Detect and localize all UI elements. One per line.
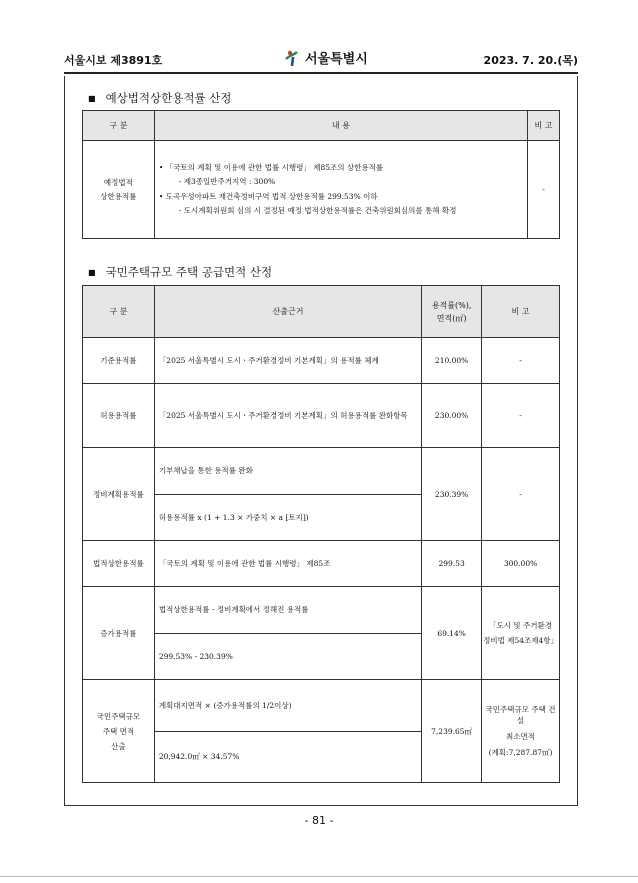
row-value: 230.39%	[422, 448, 482, 541]
row-value: 299.53	[422, 541, 482, 587]
table-row	[83, 384, 560, 448]
page-header	[64, 48, 578, 70]
row-basis: 「2025 서울특별시 도시ㆍ주거환경정비 기본계획」의 허용용적률 완화항목	[154, 384, 421, 448]
page-number: - 81 -	[304, 814, 334, 827]
content-line: • 도곡우성아파트 재건축정비구역 법적 상한용적률 299.53% 이하	[158, 191, 378, 201]
footer-rule	[0, 876, 638, 877]
row-value: 210.00%	[422, 338, 482, 384]
row-remark: -	[528, 141, 560, 239]
row-basis: 「국토의 계획 및 이용에 관한 법률 시행령」 제85조	[154, 541, 421, 587]
col-category: 구 분	[83, 111, 155, 141]
row-label: 허용용적률	[83, 384, 155, 448]
content-line: • 「국토의 계획 및 이용에 관한 법률 시행령」 제85조의 상한용적률	[158, 163, 384, 172]
row-label: 법적상한용적률	[83, 541, 155, 587]
row-label: 정비계획용적률	[83, 448, 155, 541]
publication-date: 2023. 7. 20.(목)	[483, 54, 578, 67]
section1-heading: 예상법적상한용적률 산정	[105, 91, 232, 105]
row-basis	[154, 587, 421, 680]
legal-ratio-table	[82, 110, 560, 239]
table-header-row	[83, 111, 560, 141]
row-remark: 300.00%	[482, 541, 560, 587]
table-row	[83, 541, 560, 587]
basis-top: 계획대지면적 × (증가용적률의 1/2이상)	[155, 680, 421, 732]
row-value: 230.00%	[422, 384, 482, 448]
table-row	[83, 587, 560, 680]
row-remark: -	[482, 384, 560, 448]
row-remark: -	[482, 338, 560, 384]
row-remark: 「도시 및 주거환경 정비법 제54조제4항」	[482, 587, 560, 680]
housing-area-table	[82, 285, 560, 783]
row-value: 7,239.65㎡	[422, 680, 482, 783]
table-row	[83, 141, 560, 239]
basis-bottom: 허용용적률 x (1 + 1.3 × 가중치 × a [토지])	[158, 512, 309, 522]
basis-top: 법적상한용적률 - 정비계획에서 정해진 용적률	[155, 587, 421, 634]
content-line: - 도시계획위원회 심의 시 결정된 예정 법적상한용적률은 건축위원회심의를 통해 확정	[178, 205, 457, 215]
bullet-square-icon: ■	[88, 93, 96, 103]
row-basis	[154, 680, 421, 783]
section1-title	[88, 90, 231, 106]
col-remarks: 비 고	[482, 286, 560, 338]
header-rule	[64, 72, 578, 74]
row-content	[154, 141, 527, 239]
row-label: 국민주택규모 주택 면적 산출	[83, 680, 155, 783]
row-label: 증가용적률	[83, 587, 155, 680]
row-label: 기준용적률	[83, 338, 155, 384]
col-value: 용적률(%), 면적(㎡)	[422, 286, 482, 338]
basis-bottom: 299.53% - 230.39%	[158, 651, 233, 661]
section2-heading: 국민주택규모 주택 공급면적 산정	[105, 265, 273, 279]
row-remark: 국민주택규모 주택 건설 최소면적 (계획:7,287.87㎡)	[482, 680, 560, 783]
row-basis	[154, 448, 421, 541]
col-category: 구 분	[83, 286, 155, 338]
brand-title: 서울특별시	[305, 52, 368, 67]
table-row	[83, 448, 560, 541]
bullet-square-icon: ■	[88, 267, 96, 277]
table-row	[83, 680, 560, 783]
table-row	[83, 338, 560, 384]
section2-title	[88, 264, 272, 280]
col-remarks: 비 고	[528, 111, 560, 141]
seoul-logo	[284, 48, 368, 67]
row-remark: -	[482, 448, 560, 541]
basis-top: 기부채납을 통한 용적률 완화	[155, 448, 421, 495]
gazette-number: 서울시보 제3891호	[64, 54, 163, 67]
seoul-emblem-icon	[284, 49, 302, 67]
row-label: 예정법적 상한용적률	[83, 141, 155, 239]
row-basis: 「2025 서울특별시 도시ㆍ주거환경정비 기본계획」의 용적률 체계	[154, 338, 421, 384]
content-line: - 제3종일반주거지역 : 300%	[178, 177, 276, 187]
col-content: 내 용	[154, 111, 527, 141]
row-value: 69.14%	[422, 587, 482, 680]
table-header-row	[83, 286, 560, 338]
basis-bottom: 20,942.0㎡ × 34.57%	[158, 752, 240, 762]
col-basis: 산출근거	[154, 286, 421, 338]
